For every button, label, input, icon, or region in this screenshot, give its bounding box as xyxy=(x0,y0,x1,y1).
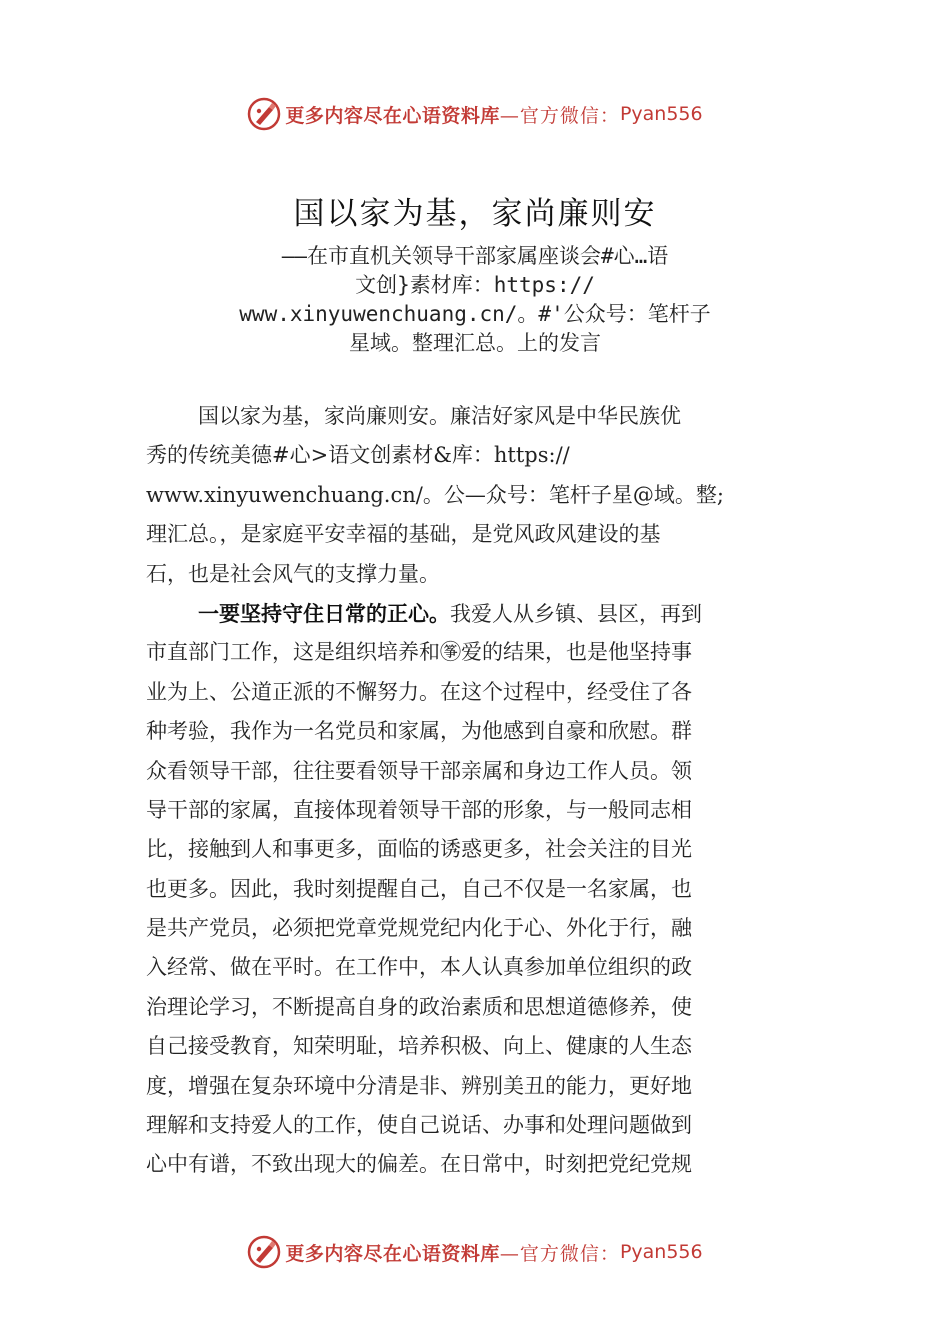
banner-text-wechat-label: —官方微信： xyxy=(499,104,620,127)
subtitle-line: ——在市直机关领导干部家属座谈会#心…语 xyxy=(281,244,669,268)
pen-nib-logo-icon xyxy=(247,97,281,131)
banner-text-main: 更多内容尽在心语资料库 xyxy=(285,1242,500,1265)
paragraph-line: 比，接触到人和事更多，面临的诱惑更多，社会关注的目光 xyxy=(146,837,692,862)
subtitle-line: 星域。整理汇总。上的发言 xyxy=(349,331,601,355)
paragraph-line: www.xinyuwenchuang.cn/。公—众号：笔杆子星@域。整; xyxy=(146,482,724,507)
paragraph-line: 心中有谱，不致出现大的偏差。在日常中，时刻把党纪党规 xyxy=(146,1152,692,1177)
subtitle-line: www.xinyuwenchuang.cn/。#'公众号：笔杆子 xyxy=(239,302,711,326)
paragraph-heading: 一要坚持守住日常的正心。 xyxy=(198,600,450,626)
footer-banner xyxy=(0,1230,950,1274)
paragraph-line: 理汇总。，是家庭平安幸福的基础，是党风政风建设的基 xyxy=(146,522,661,547)
paragraph-line: 秀的传统美德#心>语文创素材&库：https:// xyxy=(146,443,570,468)
banner-text-wechat-id: Pyan556 xyxy=(619,103,703,125)
paragraph-line: 理解和支持爱人的工作，使自己说话、办事和处理问题做到 xyxy=(146,1113,692,1138)
paragraph-line: 度，增强在复杂环境中分清是非、辨别美丑的能力，更好地 xyxy=(146,1073,692,1098)
subtitle-line: 文创}素材库：https:// xyxy=(355,273,595,297)
document-title: 国以家为基，家尚廉则安 xyxy=(293,196,657,232)
document-body xyxy=(146,397,806,1185)
paragraph-line: 市直部门工作，这是组织培养和㉇爱的结果，也是他坚持事 xyxy=(146,640,692,665)
document-subtitle xyxy=(190,242,760,358)
paragraph-line: 国以家为基，家尚廉则安。廉洁好家风是中华民族优 xyxy=(198,404,681,428)
paragraph-line: 众看领导干部，往往要看领导干部亲属和身边工作人员。领 xyxy=(146,758,692,783)
paragraph-line: 导干部的家属，直接体现着领导干部的形象，与一般同志相 xyxy=(146,797,692,822)
header-banner xyxy=(0,92,950,136)
paragraph-line: 自己接受教育，知荣明耻，培养积极、向上、健康的人生态 xyxy=(146,1034,692,1059)
paragraph-line: 种考验，我作为一名党员和家属，为他感到自豪和欣慰。群 xyxy=(146,719,692,744)
paragraph-line: 石，也是社会风气的支撑力量。 xyxy=(146,561,440,586)
paragraph-line-rest: 我爱人从乡镇、县区，再到 xyxy=(450,601,702,626)
paragraph-line: 是共产党员，必须把党章党规党纪内化于心、外化于行，融 xyxy=(146,916,692,941)
banner-text-main: 更多内容尽在心语资料库 xyxy=(285,104,500,127)
banner-text-wechat-id: Pyan556 xyxy=(619,1241,703,1263)
pen-nib-logo-icon xyxy=(247,1235,281,1269)
paragraph-line xyxy=(146,594,806,633)
banner-text-wechat-label: —官方微信： xyxy=(499,1242,620,1265)
paragraph-line: 业为上、公道正派的不懈努力。在这个过程中，经受住了各 xyxy=(146,679,692,704)
paragraph-line: 入经常、做在平时。在工作中，本人认真参加单位组织的政 xyxy=(146,955,692,980)
paragraph-line: 治理论学习，不断提高自身的政治素质和思想道德修养，使 xyxy=(146,994,692,1019)
paragraph-line: 也更多。因此，我时刻提醒自己，自己不仅是一名家属，也 xyxy=(146,876,692,901)
